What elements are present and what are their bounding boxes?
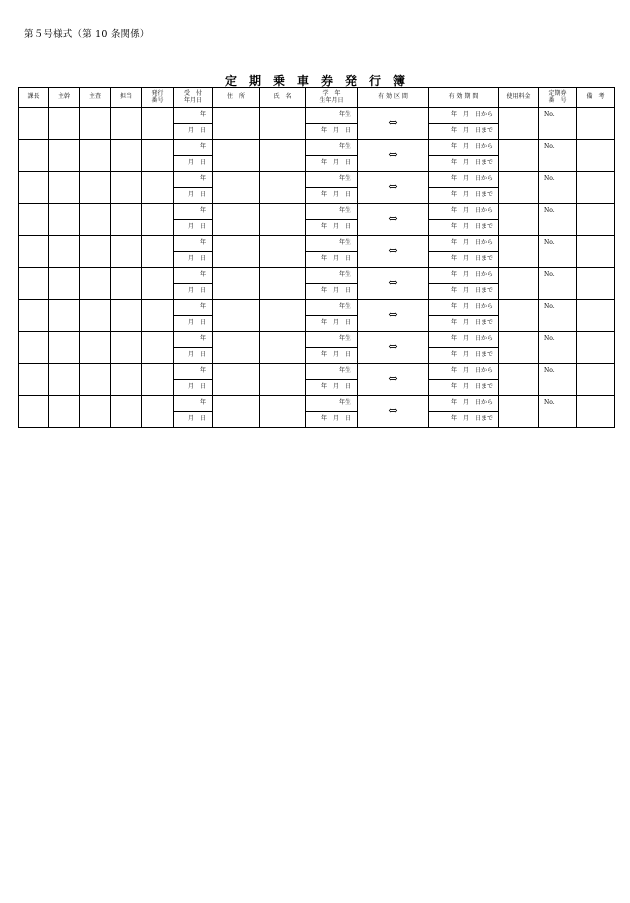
received-year-cell[interactable]: 年	[174, 268, 213, 284]
fee-cell[interactable]	[499, 396, 539, 428]
name-cell[interactable]	[260, 300, 306, 332]
received-year-cell[interactable]: 年	[174, 332, 213, 348]
received-month-day-cell[interactable]: 月 日	[174, 348, 213, 364]
valid-section-cell[interactable]	[358, 332, 429, 364]
issue-number-cell[interactable]	[142, 332, 174, 364]
pass-number-cell[interactable]: No.	[539, 396, 577, 428]
received-month-day-cell[interactable]: 月 日	[174, 412, 213, 428]
ledger-row-top	[19, 236, 615, 252]
header-pass-number	[539, 88, 577, 108]
birth-date-cell[interactable]: 年 月 日	[306, 124, 358, 140]
ledger-row-top	[19, 300, 615, 316]
pass-number-cell[interactable]: No.	[539, 108, 577, 140]
header-issue-number-line2: 番号	[151, 96, 164, 104]
remarks-cell[interactable]	[577, 204, 615, 236]
header-issue-number-line1: 発行	[151, 89, 164, 97]
staff-cell[interactable]	[111, 300, 142, 332]
issue-number-cell[interactable]	[142, 172, 174, 204]
received-month-day-cell[interactable]: 月 日	[174, 284, 213, 300]
valid-section-cell[interactable]	[358, 396, 429, 428]
two-way-arrow-icon: ⇔	[388, 276, 398, 290]
received-month-day-cell[interactable]: 月 日	[174, 188, 213, 204]
inspector-cell[interactable]	[80, 396, 111, 428]
received-year-cell[interactable]: 年	[174, 108, 213, 124]
period-to-cell[interactable]: 年 月 日まで	[429, 284, 499, 300]
valid-section-cell[interactable]	[358, 300, 429, 332]
grade-cell[interactable]: 年生	[306, 396, 358, 412]
staff-cell[interactable]	[111, 172, 142, 204]
birth-date-cell[interactable]: 年 月 日	[306, 412, 358, 428]
period-from-cell[interactable]: 年 月 日から	[429, 140, 499, 156]
period-from-cell[interactable]: 年 月 日から	[429, 204, 499, 220]
fee-cell[interactable]	[499, 300, 539, 332]
received-year-cell[interactable]: 年	[174, 300, 213, 316]
valid-section-cell[interactable]	[358, 364, 429, 396]
staff-cell[interactable]	[111, 396, 142, 428]
deputy-cell[interactable]	[49, 108, 80, 140]
pass-number-cell[interactable]: No.	[539, 236, 577, 268]
received-year-cell[interactable]: 年	[174, 172, 213, 188]
header-valid-section: 有 効 区 間	[358, 88, 429, 108]
section-chief-cell[interactable]	[19, 108, 49, 140]
remarks-cell[interactable]	[577, 268, 615, 300]
fee-cell[interactable]	[499, 172, 539, 204]
staff-cell[interactable]	[111, 268, 142, 300]
deputy-cell[interactable]	[49, 396, 80, 428]
section-chief-cell[interactable]	[19, 396, 49, 428]
period-from-cell[interactable]: 年 月 日から	[429, 364, 499, 380]
section-chief-cell[interactable]	[19, 364, 49, 396]
staff-cell[interactable]	[111, 332, 142, 364]
two-way-arrow-icon: ⇔	[388, 180, 398, 194]
remarks-cell[interactable]	[577, 108, 615, 140]
valid-section-cell[interactable]	[358, 268, 429, 300]
section-chief-cell[interactable]	[19, 236, 49, 268]
pass-number-cell[interactable]: No.	[539, 172, 577, 204]
grade-cell[interactable]: 年生	[306, 140, 358, 156]
deputy-cell[interactable]	[49, 268, 80, 300]
section-chief-cell[interactable]	[19, 172, 49, 204]
birth-date-cell[interactable]: 年 月 日	[306, 284, 358, 300]
inspector-cell[interactable]	[80, 300, 111, 332]
deputy-cell[interactable]	[49, 300, 80, 332]
issue-number-cell[interactable]	[142, 300, 174, 332]
header-pass-number-line2: 番 号	[548, 96, 567, 104]
address-cell[interactable]	[213, 140, 260, 172]
birth-date-cell[interactable]: 年 月 日	[306, 220, 358, 236]
received-month-day-cell[interactable]: 月 日	[174, 380, 213, 396]
period-from-cell[interactable]: 年 月 日から	[429, 332, 499, 348]
header-issue-number	[142, 88, 174, 108]
remarks-cell[interactable]	[577, 396, 615, 428]
valid-section-cell[interactable]	[358, 172, 429, 204]
header-name: 氏 名	[260, 88, 306, 108]
inspector-cell[interactable]	[80, 268, 111, 300]
header-grade-birth-line2: 生年月日	[319, 96, 344, 104]
address-cell[interactable]	[213, 204, 260, 236]
ledger-body	[19, 108, 615, 428]
header-received-date-line1: 受 付	[183, 89, 202, 97]
remarks-cell[interactable]	[577, 172, 615, 204]
staff-cell[interactable]	[111, 140, 142, 172]
pass-number-cell[interactable]: No.	[539, 268, 577, 300]
staff-cell[interactable]	[111, 236, 142, 268]
grade-cell[interactable]: 年生	[306, 268, 358, 284]
address-cell[interactable]	[213, 268, 260, 300]
header-valid-period: 有 効 期 間	[429, 88, 499, 108]
grade-cell[interactable]: 年生	[306, 204, 358, 220]
deputy-cell[interactable]	[49, 172, 80, 204]
remarks-cell[interactable]	[577, 236, 615, 268]
period-to-cell[interactable]: 年 月 日まで	[429, 156, 499, 172]
period-from-cell[interactable]: 年 月 日から	[429, 268, 499, 284]
section-chief-cell[interactable]	[19, 140, 49, 172]
staff-cell[interactable]	[111, 364, 142, 396]
header-received-date-line2: 年月日	[183, 96, 202, 104]
ledger-row-top	[19, 268, 615, 284]
document-title: 定期乗車券発行簿	[224, 74, 417, 88]
period-to-cell[interactable]: 年 月 日まで	[429, 220, 499, 236]
two-way-arrow-icon: ⇔	[388, 372, 398, 386]
fee-cell[interactable]	[499, 236, 539, 268]
name-cell[interactable]	[260, 140, 306, 172]
name-cell[interactable]	[260, 396, 306, 428]
issue-number-cell[interactable]	[142, 204, 174, 236]
two-way-arrow-icon: ⇔	[388, 308, 398, 322]
ledger-row-top	[19, 140, 615, 156]
header-received-date	[174, 88, 213, 108]
period-to-cell[interactable]: 年 月 日まで	[429, 412, 499, 428]
address-cell[interactable]	[213, 332, 260, 364]
issue-number-cell[interactable]	[142, 236, 174, 268]
period-from-cell[interactable]: 年 月 日から	[429, 236, 499, 252]
name-cell[interactable]	[260, 204, 306, 236]
received-year-cell[interactable]: 年	[174, 204, 213, 220]
period-to-cell[interactable]: 年 月 日まで	[429, 380, 499, 396]
pass-number-cell[interactable]: No.	[539, 364, 577, 396]
header-inspector: 主査	[80, 88, 111, 108]
pass-number-cell[interactable]: No.	[539, 204, 577, 236]
address-cell[interactable]	[213, 300, 260, 332]
name-cell[interactable]	[260, 332, 306, 364]
pass-number-cell[interactable]: No.	[539, 300, 577, 332]
period-to-cell[interactable]: 年 月 日まで	[429, 124, 499, 140]
section-chief-cell[interactable]	[19, 332, 49, 364]
two-way-arrow-icon: ⇔	[388, 116, 398, 130]
two-way-arrow-icon: ⇔	[388, 212, 398, 226]
birth-date-cell[interactable]: 年 月 日	[306, 380, 358, 396]
received-year-cell[interactable]: 年	[174, 140, 213, 156]
period-from-cell[interactable]: 年 月 日から	[429, 108, 499, 124]
issue-number-cell[interactable]	[142, 140, 174, 172]
form-number-label: 第５号様式（第 10 条関係）	[24, 29, 150, 40]
period-to-cell[interactable]: 年 月 日まで	[429, 316, 499, 332]
two-way-arrow-icon: ⇔	[388, 340, 398, 354]
birth-date-cell[interactable]: 年 月 日	[306, 316, 358, 332]
received-year-cell[interactable]: 年	[174, 236, 213, 252]
valid-section-cell[interactable]	[358, 236, 429, 268]
received-month-day-cell[interactable]: 月 日	[174, 316, 213, 332]
remarks-cell[interactable]	[577, 364, 615, 396]
deputy-cell[interactable]	[49, 236, 80, 268]
inspector-cell[interactable]	[80, 236, 111, 268]
grade-cell[interactable]: 年生	[306, 108, 358, 124]
ledger-row-top	[19, 108, 615, 124]
grade-cell[interactable]: 年生	[306, 300, 358, 316]
issue-number-cell[interactable]	[142, 108, 174, 140]
deputy-cell[interactable]	[49, 204, 80, 236]
name-cell[interactable]	[260, 364, 306, 396]
pass-number-cell[interactable]: No.	[539, 140, 577, 172]
received-month-day-cell[interactable]: 月 日	[174, 220, 213, 236]
header-fee: 使用料金	[499, 88, 539, 108]
header-grade-birth-line1: 学 年	[322, 89, 341, 97]
birth-date-cell[interactable]: 年 月 日	[306, 156, 358, 172]
issue-number-cell[interactable]	[142, 364, 174, 396]
ledger-row-top	[19, 332, 615, 348]
name-cell[interactable]	[260, 172, 306, 204]
received-year-cell[interactable]: 年	[174, 396, 213, 412]
pass-number-cell[interactable]: No.	[539, 332, 577, 364]
period-from-cell[interactable]: 年 月 日から	[429, 396, 499, 412]
two-way-arrow-icon: ⇔	[388, 148, 398, 162]
inspector-cell[interactable]	[80, 108, 111, 140]
ledger-row-top	[19, 204, 615, 220]
fee-cell[interactable]	[499, 204, 539, 236]
inspector-cell[interactable]	[80, 204, 111, 236]
ledger-row-top	[19, 172, 615, 188]
issue-number-cell[interactable]	[142, 396, 174, 428]
remarks-cell[interactable]	[577, 332, 615, 364]
header-grade-birth	[306, 88, 358, 108]
address-cell[interactable]	[213, 108, 260, 140]
header-remarks: 備 考	[577, 88, 615, 108]
two-way-arrow-icon: ⇔	[388, 244, 398, 258]
fee-cell[interactable]	[499, 268, 539, 300]
grade-cell[interactable]: 年生	[306, 172, 358, 188]
staff-cell[interactable]	[111, 108, 142, 140]
birth-date-cell[interactable]: 年 月 日	[306, 252, 358, 268]
period-from-cell[interactable]: 年 月 日から	[429, 172, 499, 188]
period-from-cell[interactable]: 年 月 日から	[429, 300, 499, 316]
section-chief-cell[interactable]	[19, 300, 49, 332]
fee-cell[interactable]	[499, 108, 539, 140]
header-pass-number-line1: 定期券	[548, 89, 567, 97]
fee-cell[interactable]	[499, 140, 539, 172]
two-way-arrow-icon: ⇔	[388, 404, 398, 418]
valid-section-cell[interactable]	[358, 140, 429, 172]
received-month-day-cell[interactable]: 月 日	[174, 156, 213, 172]
section-chief-cell[interactable]	[19, 268, 49, 300]
name-cell[interactable]	[260, 268, 306, 300]
valid-section-cell[interactable]	[358, 204, 429, 236]
remarks-cell[interactable]	[577, 140, 615, 172]
issuance-ledger-table	[18, 87, 615, 428]
period-to-cell[interactable]: 年 月 日まで	[429, 188, 499, 204]
issue-number-cell[interactable]	[142, 268, 174, 300]
deputy-cell[interactable]	[49, 140, 80, 172]
birth-date-cell[interactable]: 年 月 日	[306, 348, 358, 364]
period-to-cell[interactable]: 年 月 日まで	[429, 348, 499, 364]
section-chief-cell[interactable]	[19, 204, 49, 236]
period-to-cell[interactable]: 年 月 日まで	[429, 252, 499, 268]
ledger-row-top	[19, 364, 615, 380]
received-year-cell[interactable]: 年	[174, 364, 213, 380]
grade-cell[interactable]: 年生	[306, 236, 358, 252]
grade-cell[interactable]: 年生	[306, 364, 358, 380]
address-cell[interactable]	[213, 236, 260, 268]
inspector-cell[interactable]	[80, 332, 111, 364]
name-cell[interactable]	[260, 108, 306, 140]
valid-section-cell[interactable]	[358, 108, 429, 140]
fee-cell[interactable]	[499, 364, 539, 396]
address-cell[interactable]	[213, 364, 260, 396]
address-cell[interactable]	[213, 396, 260, 428]
received-month-day-cell[interactable]: 月 日	[174, 252, 213, 268]
deputy-cell[interactable]	[49, 332, 80, 364]
header-address: 住 所	[213, 88, 260, 108]
deputy-cell[interactable]	[49, 364, 80, 396]
header-row	[19, 88, 615, 108]
fee-cell[interactable]	[499, 332, 539, 364]
name-cell[interactable]	[260, 236, 306, 268]
received-month-day-cell[interactable]: 月 日	[174, 124, 213, 140]
ledger-row-top	[19, 396, 615, 412]
inspector-cell[interactable]	[80, 364, 111, 396]
staff-cell[interactable]	[111, 204, 142, 236]
header-section-chief: 課長	[19, 88, 49, 108]
header-deputy: 主幹	[49, 88, 80, 108]
remarks-cell[interactable]	[577, 300, 615, 332]
header-staff: 担当	[111, 88, 142, 108]
address-cell[interactable]	[213, 172, 260, 204]
birth-date-cell[interactable]: 年 月 日	[306, 188, 358, 204]
inspector-cell[interactable]	[80, 172, 111, 204]
grade-cell[interactable]: 年生	[306, 332, 358, 348]
inspector-cell[interactable]	[80, 140, 111, 172]
